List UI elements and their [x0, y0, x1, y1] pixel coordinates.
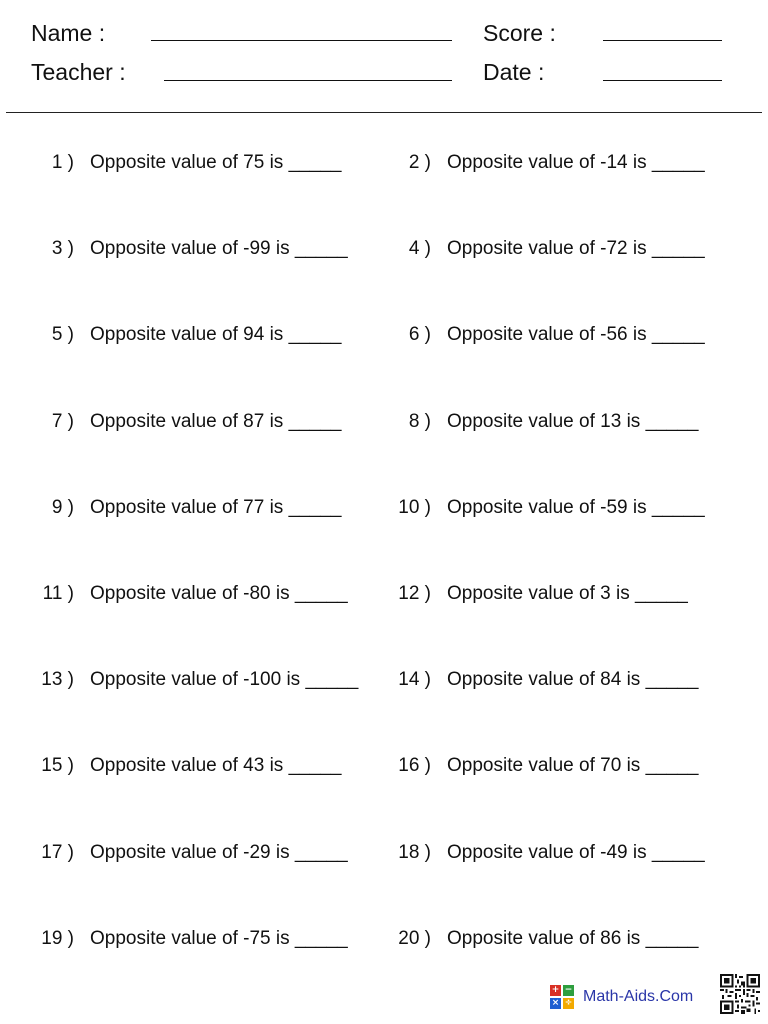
problem-text: Opposite value of 77 is _____: [90, 496, 342, 518]
problem-number: 18 ): [398, 841, 431, 863]
problem-text: Opposite value of 86 is _____: [447, 927, 699, 949]
problem-text: Opposite value of -56 is _____: [447, 324, 705, 346]
problem-text: Opposite value of -80 is _____: [90, 583, 348, 604]
problem-text: Opposite value of 75 is _____: [90, 152, 342, 173]
score-label: Score :: [483, 20, 556, 46]
problem-number: 14 ): [398, 669, 431, 691]
problem-number: 3 ): [51, 238, 74, 260]
footer-brand: [550, 984, 693, 1010]
problem-number: 19 ): [41, 927, 74, 949]
logo-cell: −: [564, 985, 573, 995]
logo-cell: +: [551, 985, 560, 995]
problem-text: Opposite value of 3 is _____: [447, 583, 688, 604]
problem-number: 8 ): [408, 410, 431, 432]
problem-text: Opposite value of -29 is _____: [90, 841, 348, 863]
problem-number: 10 ): [398, 496, 431, 518]
problem-number: 2 ): [408, 152, 431, 173]
problem-text: Opposite value of 84 is _____: [447, 669, 699, 691]
problem-number: 4 ): [408, 238, 431, 260]
problem-text: Opposite value of -14 is _____: [447, 152, 705, 173]
teacher-field-line[interactable]: [164, 80, 452, 81]
problem-number: 6 ): [408, 324, 431, 346]
name-label: Name :: [31, 20, 106, 46]
score-field-line[interactable]: [603, 40, 722, 41]
problem-number: 9 ): [51, 496, 74, 518]
problem-number: 13 ): [41, 669, 74, 691]
qr-code-icon: [720, 974, 760, 1014]
problem-text: Opposite value of 43 is _____: [90, 755, 342, 777]
problem-number: 7 ): [51, 410, 74, 432]
problem-text: Opposite value of 94 is _____: [90, 324, 342, 346]
problem-text: Opposite value of 87 is _____: [90, 410, 342, 432]
header-divider: [6, 112, 762, 113]
logo-cell: ×: [551, 998, 560, 1008]
brand-link[interactable]: Math-Aids.Com: [583, 988, 694, 1005]
problem-number: 12 ): [398, 583, 431, 604]
problem-text: Opposite value of 70 is _____: [447, 755, 699, 777]
problem-text: Opposite value of -72 is _____: [447, 238, 705, 260]
problem-number: 15 ): [41, 755, 74, 777]
problem-text: Opposite value of -59 is _____: [447, 496, 705, 518]
teacher-label: Teacher :: [31, 59, 126, 85]
problem-text: Opposite value of 13 is _____: [447, 410, 699, 432]
problem-text: Opposite value of -75 is _____: [90, 927, 348, 949]
problem-number: 17 ): [41, 841, 74, 863]
problem-number: 11 ): [42, 583, 74, 604]
math-aids-logo-icon: [550, 985, 574, 1009]
problem-number: 5 ): [51, 324, 74, 346]
problem-number: 1 ): [51, 152, 74, 173]
problem-text: Opposite value of -99 is _____: [90, 238, 348, 260]
problem-number: 20 ): [398, 927, 431, 949]
date-field-line[interactable]: [603, 80, 722, 81]
date-label: Date :: [483, 59, 545, 85]
problem-number: 16 ): [398, 755, 431, 777]
problem-text: Opposite value of -49 is _____: [447, 841, 705, 863]
name-field-line[interactable]: [151, 40, 452, 41]
problem-text: Opposite value of -100 is _____: [90, 669, 359, 691]
logo-cell: ÷: [564, 998, 573, 1008]
